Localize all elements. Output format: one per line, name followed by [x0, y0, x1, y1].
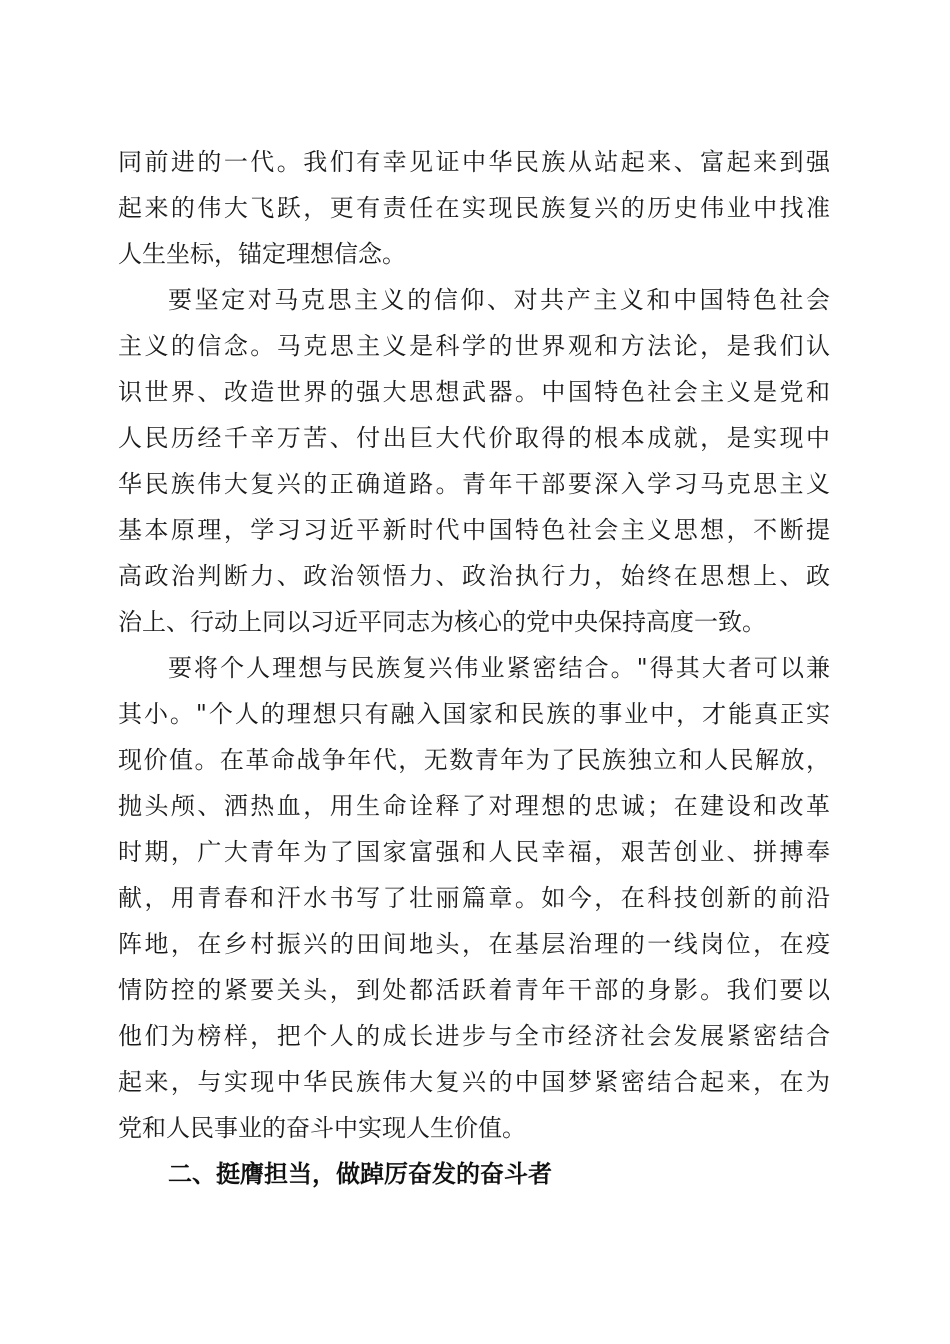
paragraph-2-line-8: 治上、行动上同以习近平同志为核心的党中央保持高度一致。 [118, 608, 766, 636]
paragraph-3-line-9: 他们为榜样，把个人的成长进步与全市经济社会发展紧密结合 [118, 1022, 830, 1050]
paragraph-3-line-5: 时期，广大青年为了国家富强和人民幸福，艰苦创业、拼搏奉 [118, 838, 830, 866]
paragraph-1-line-3: 人生坐标，锚定理想信念。 [118, 240, 406, 268]
paragraph-3-line-4: 抛头颅、洒热血，用生命诠释了对理想的忠诚；在建设和改革 [118, 792, 830, 820]
paragraph-2-line-5: 华民族伟大复兴的正确道路。青年干部要深入学习马克思主义 [118, 470, 830, 498]
paragraph-2-line-2: 主义的信念。马克思主义是科学的世界观和方法论，是我们认 [118, 332, 830, 360]
paragraph-2-line-3: 识世界、改造世界的强大思想武器。中国特色社会主义是党和 [118, 378, 830, 406]
paragraph-1-line-2: 起来的伟大飞跃，更有责任在实现民族复兴的历史伟业中找准 [118, 194, 830, 222]
section-heading: 二、挺膺担当，做踔厉奋发的奋斗者 [168, 1160, 552, 1188]
paragraph-3-line-11: 党和人民事业的奋斗中实现人生价值。 [118, 1114, 526, 1142]
paragraph-3-line-6: 献，用青春和汗水书写了壮丽篇章。如今，在科技创新的前沿 [118, 884, 830, 912]
paragraph-3-line-7: 阵地，在乡村振兴的田间地头，在基层治理的一线岗位，在疫 [118, 930, 830, 958]
paragraph-2-line-7: 高政治判断力、政治领悟力、政治执行力，始终在思想上、政 [118, 562, 830, 590]
paragraph-3-line-2: 其小。"个人的理想只有融入国家和民族的事业中，才能真正实 [118, 700, 830, 728]
paragraph-3-line-3: 现价值。在革命战争年代，无数青年为了民族独立和人民解放， [118, 746, 830, 774]
paragraph-2-line-4: 人民历经千辛万苦、付出巨大代价取得的根本成就，是实现中 [118, 424, 830, 452]
paragraph-3-line-1: 要将个人理想与民族复兴伟业紧密结合。"得其大者可以兼 [168, 654, 830, 682]
paragraph-1-line-1: 同前进的一代。我们有幸见证中华民族从站起来、富起来到强 [118, 148, 830, 176]
paragraph-2-line-1: 要坚定对马克思主义的信仰、对共产主义和中国特色社会 [168, 286, 830, 314]
paragraph-3-line-8: 情防控的紧要关头，到处都活跃着青年干部的身影。我们要以 [118, 976, 830, 1004]
paragraph-3-line-10: 起来，与实现中华民族伟大复兴的中国梦紧密结合起来，在为 [118, 1068, 830, 1096]
paragraph-2-line-6: 基本原理，学习习近平新时代中国特色社会主义思想，不断提 [118, 516, 830, 544]
